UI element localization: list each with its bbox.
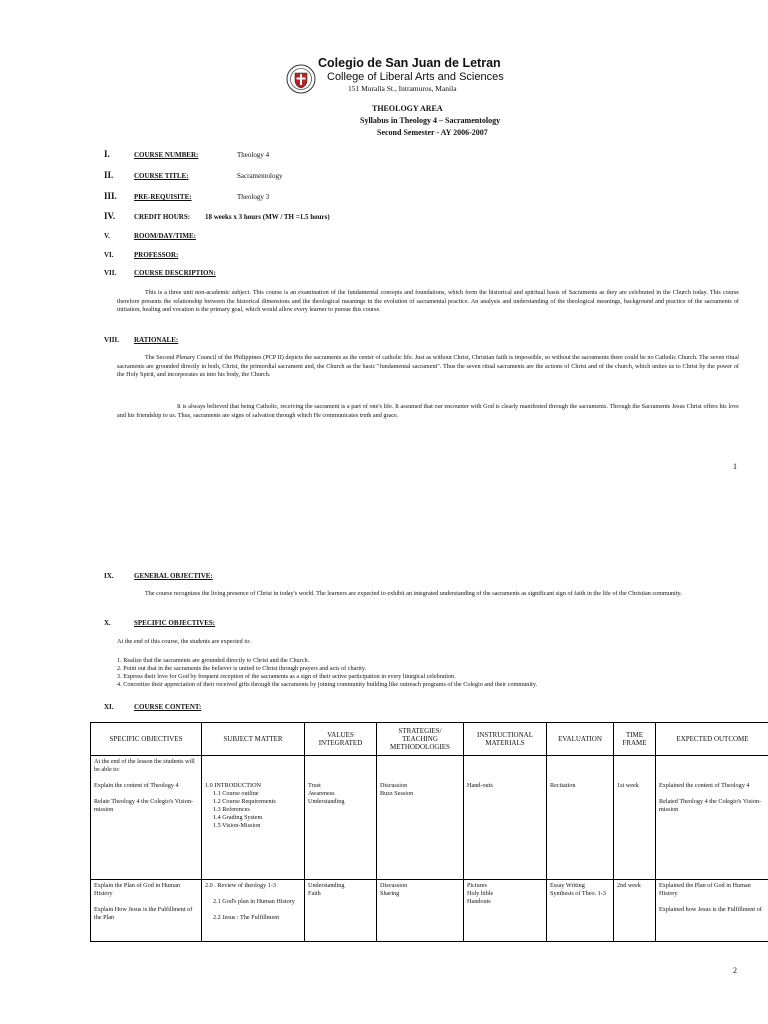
section-label: PRE-REQUISITE: <box>134 193 192 201</box>
section-value: 18 weeks x 3 hours (MW / TH =1.5 hours) <box>205 213 330 221</box>
column-header: VALUES INTEGRATED <box>305 723 377 756</box>
specific-objectives-list <box>117 657 747 689</box>
section-number: I. <box>104 149 110 159</box>
column-header: INSTRUCTIONAL MATERIALS <box>464 723 547 756</box>
table-cell: Explain the Plan of God in Human History Explain How Jesus is the Fulfillment of the Plan <box>91 880 202 942</box>
semester-title: Second Semester - AY 2006-2007 <box>377 128 488 137</box>
column-header: EVALUATION <box>547 723 614 756</box>
page-number: 1 <box>733 462 737 471</box>
section-label: ROOM/DAY/TIME: <box>134 232 196 240</box>
section-label: SPECIFIC OBJECTIVES: <box>134 619 216 627</box>
section-number: IX. <box>104 572 114 580</box>
section-value: Theology 3 <box>237 193 270 201</box>
course-content-table <box>90 722 768 942</box>
table-cell: 1.0 INTRODUCTION 1.1 Course outline 1.2 Course Requirements 1.3 References 1.4 Grading System 1.5 Vision-Mission <box>202 756 305 880</box>
section-number: IV. <box>104 211 116 221</box>
list-item: 1. Realize that the sacraments are grounded directly to Christ and the Church. <box>117 657 310 664</box>
section-label: GENERAL OBJECTIVE: <box>134 572 213 580</box>
section-number: XI. <box>104 703 114 711</box>
college-address: 151 Muralla St., Intramuros, Manila <box>348 84 457 93</box>
section-label: COURSE CONTENT: <box>134 703 202 711</box>
table-cell: Pictures Holy bible Handouts <box>464 880 547 942</box>
list-item: 3. Express their love for God by frequent reception of the sacraments as a sign of their active participation in every liturgical celebration. <box>117 673 456 681</box>
page-number: 2 <box>733 966 737 975</box>
section-number: II. <box>104 170 114 180</box>
section-number: VI. <box>104 251 114 259</box>
table-cell: Trust Awareness Understanding <box>305 756 377 880</box>
table-cell: Hand-outs <box>464 756 547 880</box>
table-cell: Understanding Faith <box>305 880 377 942</box>
column-header: STRATEGIES/ TEACHING METHODOLOGIES <box>377 723 464 756</box>
table-header-row <box>91 723 768 756</box>
table-cell: 2.0 . Review of theology 1-3 2.1 God's plan in Human History 2.2 Jesus : The Fulfillment <box>202 880 305 942</box>
table-cell: Explained the content of Theology 4 Related Theology 4 the Colegio's Vision-mission <box>656 756 768 880</box>
column-header: TIME FRAME <box>614 723 656 756</box>
table-cell: Explained the Plan of God in Human History Explained how Jesus is the Fulfillment of <box>656 880 768 942</box>
section-number: X. <box>104 619 111 627</box>
table-cell: Discussion Buzz Session <box>377 756 464 880</box>
general-objective-text: The course recognizes the living presence of Christ in today's world. The learners are expected to exhibit an integrated understanding of the sacraments as significant sign of faith in the life of the Christian community. <box>145 590 682 597</box>
column-header: SPECIFIC OBJECTIVES <box>91 723 202 756</box>
rationale-paragraph-1: The Second Plenary Council of the Philippines (PCP II) depicts the sacraments as the center of catholic life. Just as without Christ, Christian faith is impossible, so without the sacraments there could be no Catholic Church. The seven ritual sacraments are grounded directly in both, Christ, the primordial sacrament and, the Church as the basic "fundamental sacrament". Thus the seven ritual sacraments are the actions of Christ and of the church, which unites us to Christ by the power of the Holy Spirit, and incorporates us into his body, the Church. <box>117 354 739 379</box>
column-header: EXPECTED OUTCOME <box>656 723 768 756</box>
table-row <box>91 880 768 942</box>
table-cell: Recitation <box>547 756 614 880</box>
table-cell: 2nd week <box>614 880 656 942</box>
table-cell: At the end of the lesson the students will be able to: Explain the content of Theology 4 Relate Theology 4 the Colegio's Vision-mission <box>91 756 202 880</box>
section-number: V. <box>104 232 110 240</box>
section-number: VII. <box>104 269 117 277</box>
syllabus-title: Syllabus in Theology 4 – Sacramentology <box>360 116 501 125</box>
specific-objectives-intro: At the end of this course, the students are expected to: <box>117 638 251 645</box>
section-number: VIII. <box>104 336 119 344</box>
table-row <box>91 756 768 880</box>
section-value: Theology 4 <box>237 151 270 159</box>
section-label: CREDIT HOURS: <box>134 213 191 221</box>
section-value: Sacramentology <box>237 172 283 180</box>
table-cell: Essay Writing Synthesis of Theo. 1-3 <box>547 880 614 942</box>
list-item: 2. Point out that in the sacraments the believer is united to Christ through prayers and acts of charity. <box>117 665 367 673</box>
area-title: THEOLOGY AREA <box>372 104 443 113</box>
list-item: 4. Concretize their appreciation of their received gifts through the sacraments by joining community building like outreach programs of the Colegio and their community. <box>117 681 538 689</box>
section-label: COURSE TITLE: <box>134 172 189 180</box>
section-label: RATIONALE: <box>134 336 179 344</box>
section-label: COURSE DESCRIPTION: <box>134 269 216 277</box>
column-header: SUBJECT MATTER <box>202 723 305 756</box>
section-number: III. <box>104 191 117 201</box>
course-description-text: This is a three unit non-academic subject. This course is an examination of the fundamental concepts and foundations, which form the historical and spiritual basis of Sacraments as they are celebrated in the Church today. This course therefore presents the relationship between the historical dimensions and the theological meanings in the evolution of sacramental practice. An analysis and understanding of the theological meanings, background and practice of the sacraments of initiation, healing and vocation is the primary goal, which would allow every learner to pursue this course. <box>117 289 739 314</box>
section-label: COURSE NUMBER: <box>134 151 199 159</box>
rationale-paragraph-2: It is always believed that being Catholic, receiving the sacrament is a part of one's life. It assumed that our encounter with God is clearly manifested through the sacraments. Through the Sacraments Jesus Christ offers his love and his friendship to us. Thus, sacraments are signs of salvation through which He communicates truth and grace. <box>117 403 739 419</box>
section-label: PROFESSOR: <box>134 251 179 259</box>
table-cell: 1st week <box>614 756 656 880</box>
page-1 <box>0 0 768 480</box>
table-cell: Discussion Sharing <box>377 880 464 942</box>
college-name: Colegio de San Juan de Letran <box>318 56 501 70</box>
college-seal-icon <box>286 64 316 94</box>
college-subtitle: College of Liberal Arts and Sciences <box>327 71 504 83</box>
